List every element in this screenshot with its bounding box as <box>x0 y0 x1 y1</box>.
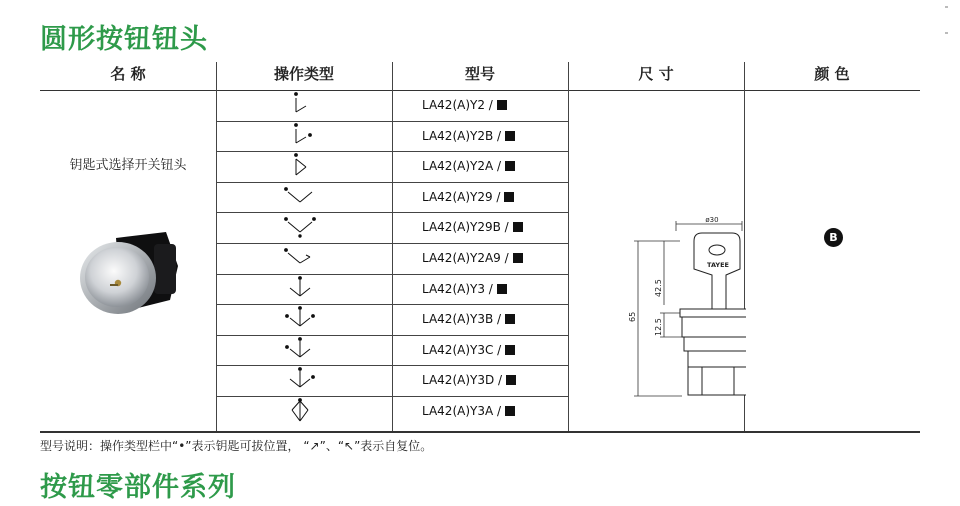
operation-type-symbol-icon <box>284 398 318 424</box>
row-divider <box>216 151 568 152</box>
model-label: LA42(A)Y29 / <box>422 189 501 204</box>
operation-type-cell <box>216 274 392 305</box>
operation-type-cell <box>216 212 392 243</box>
color-placeholder-square <box>504 192 514 202</box>
model-cell <box>392 182 568 213</box>
operation-type-symbol-icon <box>284 306 318 332</box>
color-placeholder-square <box>506 375 516 385</box>
color-placeholder-square <box>497 284 507 294</box>
model-cell <box>392 274 568 305</box>
header-operation-type: 操作类型 <box>273 65 334 83</box>
row-divider <box>216 274 568 275</box>
section-title: 按钮零部件系列 <box>40 472 236 503</box>
model-cell <box>392 212 568 243</box>
model-note: 型号说明：操作类型栏中“•”表示钥匙可拔位置， “↗”、“↖”表示自复位。 <box>40 439 433 453</box>
row-divider <box>216 243 568 244</box>
edge-mark <box>945 32 948 34</box>
color-placeholder-square <box>505 131 515 141</box>
model-cell <box>392 243 568 274</box>
color-placeholder-square <box>497 100 507 110</box>
width-label: ø30 <box>705 217 719 224</box>
color-placeholder-square <box>513 253 523 263</box>
model-cell <box>392 90 568 121</box>
operation-type-symbol-icon <box>284 92 318 118</box>
base-height-label: 12.5 <box>654 318 663 336</box>
model-label: LA42(A)Y3D / <box>422 373 503 388</box>
operation-type-symbol-icon <box>284 337 318 363</box>
color-placeholder-square <box>505 161 515 171</box>
row-divider <box>216 396 568 397</box>
row-divider <box>216 121 568 122</box>
key-selector-knob-photo <box>66 226 196 326</box>
color-placeholder-square <box>505 314 515 324</box>
model-label: LA42(A)Y2A / <box>422 159 502 174</box>
brand-label: TAYEE <box>707 261 729 269</box>
header-model: 型号 <box>464 65 495 83</box>
row-divider <box>216 335 568 336</box>
column-divider <box>568 62 569 432</box>
color-placeholder-square <box>505 345 515 355</box>
model-label: LA42(A)Y3C / <box>422 342 502 357</box>
operation-type-symbol-icon <box>284 214 318 240</box>
row-divider <box>216 304 568 305</box>
table-bottom-rule <box>40 431 920 433</box>
model-label: LA42(A)Y3 / <box>422 281 493 296</box>
model-label: LA42(A)Y2A9 / <box>422 251 509 265</box>
operation-type-cell <box>216 121 392 152</box>
model-label: LA42(A)Y2 / <box>422 98 493 112</box>
operation-type-cell <box>216 304 392 335</box>
model-label: LA42(A)Y3B / <box>422 312 502 327</box>
dimension-drawing <box>626 217 746 417</box>
operation-type-cell <box>216 335 392 366</box>
operation-type-cell <box>216 243 392 274</box>
operation-type-cell <box>216 182 392 213</box>
color-placeholder-square <box>513 222 523 232</box>
edge-mark <box>945 6 948 8</box>
model-cell <box>392 396 568 427</box>
header-name: 名 称 <box>110 65 146 83</box>
model-label: LA42(A)Y2B / <box>422 128 502 143</box>
page-title: 圆形按钮钮头 <box>40 24 208 55</box>
height-label: 65 <box>628 311 637 322</box>
operation-type-symbol-icon <box>284 123 318 149</box>
header-color: 颜 色 <box>814 65 850 83</box>
model-label: LA42(A)Y3A / <box>422 404 502 418</box>
operation-type-cell <box>216 90 392 121</box>
model-cell <box>392 121 568 152</box>
model-cell <box>392 365 568 396</box>
operation-type-symbol-icon <box>284 153 318 179</box>
model-label: LA42(A)Y29B / <box>422 220 509 235</box>
color-placeholder-square <box>505 406 515 416</box>
product-name: 钥匙式选择开关钮头 <box>69 158 187 173</box>
operation-type-cell <box>216 365 392 396</box>
table-header <box>40 62 920 91</box>
operation-type-symbol-icon <box>284 276 318 302</box>
row-divider <box>216 365 568 366</box>
operation-type-symbol-icon <box>284 367 318 393</box>
model-cell <box>392 304 568 335</box>
model-cell <box>392 335 568 366</box>
operation-type-symbol-icon <box>284 184 318 210</box>
key-height-label: 42.5 <box>654 279 663 297</box>
operation-type-cell <box>216 151 392 182</box>
model-cell <box>392 151 568 182</box>
header-size: 尺 寸 <box>638 65 674 83</box>
row-divider <box>216 212 568 213</box>
operation-type-cell <box>216 396 392 427</box>
operation-type-symbol-icon <box>284 245 318 271</box>
color-badge: B <box>824 228 843 247</box>
row-divider <box>216 182 568 183</box>
